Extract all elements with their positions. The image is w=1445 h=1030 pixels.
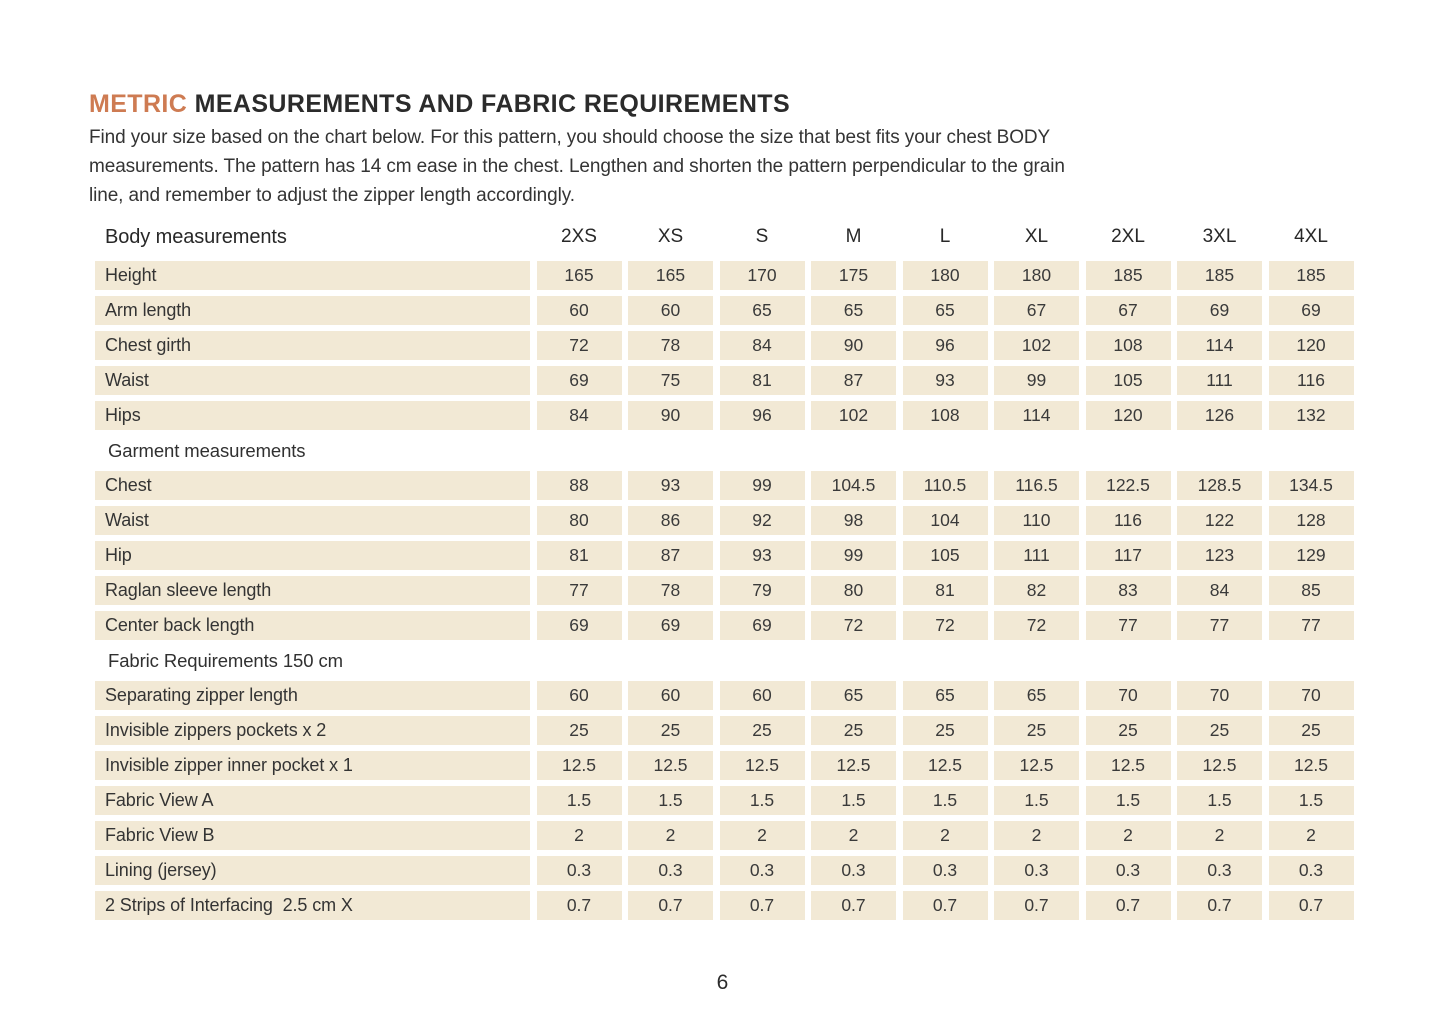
value-cell: 0.3 [1177,856,1262,885]
table-header-label: Body measurements [105,225,287,248]
value-cell: 70 [1269,681,1354,710]
value-cell: 180 [994,261,1079,290]
value-cell: 116 [1269,366,1354,395]
table-row [95,261,1354,290]
value-cell: 114 [1177,331,1262,360]
value-cell: 70 [1177,681,1262,710]
value-cell: 25 [720,716,805,745]
value-cell: 99 [811,541,896,570]
table-row [95,786,1354,815]
table-row [95,331,1354,360]
value-cell: 104.5 [811,471,896,500]
value-cell: 82 [994,576,1079,605]
value-cell: 1.5 [811,786,896,815]
value-cell: 65 [720,296,805,325]
value-cell: 122.5 [1086,471,1171,500]
value-cell: 105 [1086,366,1171,395]
title-main: MEASUREMENTS AND FABRIC REQUIREMENTS [194,90,791,118]
value-cell: 65 [811,296,896,325]
table-row [95,576,1354,605]
value-cell: 114 [994,401,1079,430]
row-label: Chest girth [95,331,530,360]
value-cell: 120 [1086,401,1171,430]
table-row [95,611,1354,640]
value-cell: 87 [628,541,713,570]
value-cell: 0.7 [1177,891,1262,920]
value-cell: 111 [994,541,1079,570]
value-cell: 0.7 [994,891,1079,920]
value-cell: 75 [628,366,713,395]
size-column-header: 4XL [1294,226,1328,247]
value-cell: 69 [720,611,805,640]
value-cell: 0.7 [628,891,713,920]
section-header: Fabric Requirements 150 cm [108,650,343,671]
intro-paragraph [89,123,1065,210]
section-header: Garment measurements [108,440,306,461]
value-cell: 25 [903,716,988,745]
value-cell: 116.5 [994,471,1079,500]
value-cell: 2 [811,821,896,850]
value-cell: 87 [811,366,896,395]
value-cell: 185 [1177,261,1262,290]
value-cell: 60 [537,296,622,325]
value-cell: 122 [1177,506,1262,535]
page-title [89,90,790,119]
value-cell: 108 [903,401,988,430]
size-column-header: XS [657,226,684,247]
table-header-row [95,219,1354,255]
value-cell: 170 [720,261,805,290]
value-cell: 2 [537,821,622,850]
value-cell: 2 [1269,821,1354,850]
value-cell: 81 [903,576,988,605]
value-cell: 2 [628,821,713,850]
size-column-header: XL [1024,226,1049,247]
size-column-header: M [845,226,862,247]
row-label: Arm length [95,296,530,325]
value-cell: 88 [537,471,622,500]
value-cell: 85 [1269,576,1354,605]
value-cell: 180 [903,261,988,290]
table-row [95,401,1354,430]
row-label: Center back length [95,611,530,640]
value-cell: 12.5 [1269,751,1354,780]
value-cell: 86 [628,506,713,535]
table-row [95,506,1354,535]
value-cell: 0.3 [720,856,805,885]
value-cell: 84 [1177,576,1262,605]
row-label: Waist [95,366,530,395]
table-row [95,471,1354,500]
value-cell: 60 [628,296,713,325]
row-label: Height [95,261,530,290]
value-cell: 96 [903,331,988,360]
value-cell: 165 [537,261,622,290]
value-cell: 65 [903,296,988,325]
row-label: Separating zipper length [95,681,530,710]
value-cell: 185 [1086,261,1171,290]
value-cell: 1.5 [1086,786,1171,815]
value-cell: 0.3 [903,856,988,885]
value-cell: 12.5 [720,751,805,780]
value-cell: 70 [1086,681,1171,710]
value-cell: 65 [903,681,988,710]
row-label: 2 Strips of Interfacing 2.5 cm X [95,891,530,920]
value-cell: 0.3 [1269,856,1354,885]
value-cell: 25 [994,716,1079,745]
value-cell: 132 [1269,401,1354,430]
value-cell: 96 [720,401,805,430]
value-cell: 72 [811,611,896,640]
intro-line: line, and remember to adjust the zipper length accordingly. [89,185,575,206]
value-cell: 93 [903,366,988,395]
value-cell: 90 [628,401,713,430]
value-cell: 126 [1177,401,1262,430]
value-cell: 0.7 [1269,891,1354,920]
size-column-header: L [939,226,951,247]
value-cell: 1.5 [903,786,988,815]
value-cell: 1.5 [1177,786,1262,815]
value-cell: 0.3 [628,856,713,885]
value-cell: 98 [811,506,896,535]
value-cell: 77 [1177,611,1262,640]
value-cell: 72 [903,611,988,640]
value-cell: 12.5 [811,751,896,780]
value-cell: 77 [1086,611,1171,640]
value-cell: 2 [903,821,988,850]
value-cell: 80 [811,576,896,605]
table-row [95,296,1354,325]
value-cell: 67 [1086,296,1171,325]
row-label: Raglan sleeve length [95,576,530,605]
table-row [95,751,1354,780]
table-row [95,716,1354,745]
value-cell: 104 [903,506,988,535]
value-cell: 84 [537,401,622,430]
value-cell: 72 [994,611,1079,640]
row-label: Invisible zippers pockets x 2 [95,716,530,745]
value-cell: 77 [537,576,622,605]
value-cell: 93 [628,471,713,500]
value-cell: 83 [1086,576,1171,605]
value-cell: 81 [537,541,622,570]
row-label: Lining (jersey) [95,856,530,885]
value-cell: 117 [1086,541,1171,570]
value-cell: 12.5 [628,751,713,780]
value-cell: 1.5 [994,786,1079,815]
value-cell: 92 [720,506,805,535]
value-cell: 25 [811,716,896,745]
value-cell: 2 [1177,821,1262,850]
value-cell: 128.5 [1177,471,1262,500]
size-column-header: 3XL [1202,226,1237,247]
value-cell: 1.5 [628,786,713,815]
value-cell: 90 [811,331,896,360]
value-cell: 79 [720,576,805,605]
value-cell: 25 [537,716,622,745]
value-cell: 25 [1086,716,1171,745]
row-label: Invisible zipper inner pocket x 1 [95,751,530,780]
value-cell: 12.5 [994,751,1079,780]
intro-line: Find your size based on the chart below. For this pattern, you should choose the size that best fits your chest BODY [89,127,1051,148]
row-label: Fabric View A [95,786,530,815]
value-cell: 65 [811,681,896,710]
table-row [95,366,1354,395]
page-number: 6 [716,971,729,994]
value-cell: 110 [994,506,1079,535]
value-cell: 93 [720,541,805,570]
size-column-header: S [755,226,769,247]
value-cell: 0.3 [811,856,896,885]
value-cell: 0.7 [811,891,896,920]
table-row [95,541,1354,570]
value-cell: 65 [994,681,1079,710]
value-cell: 0.3 [994,856,1079,885]
value-cell: 25 [1177,716,1262,745]
value-cell: 105 [903,541,988,570]
table-row [95,856,1354,885]
intro-line: measurements. The pattern has 14 cm ease in the chest. Lengthen and shorten the pattern perpendicular to the grain [89,156,1065,177]
table-row [95,681,1354,710]
row-label: Waist [95,506,530,535]
value-cell: 2 [1086,821,1171,850]
value-cell: 77 [1269,611,1354,640]
value-cell: 60 [537,681,622,710]
size-column-header: 2XL [1111,226,1145,247]
value-cell: 128 [1269,506,1354,535]
value-cell: 60 [628,681,713,710]
value-cell: 12.5 [1086,751,1171,780]
value-cell: 165 [628,261,713,290]
value-cell: 108 [1086,331,1171,360]
value-cell: 25 [1269,716,1354,745]
value-cell: 69 [537,366,622,395]
table-row [95,891,1354,920]
title-highlight: METRIC [89,90,188,118]
value-cell: 0.3 [1086,856,1171,885]
size-column-header: 2XS [561,226,597,247]
value-cell: 1.5 [1269,786,1354,815]
value-cell: 1.5 [537,786,622,815]
value-cell: 67 [994,296,1079,325]
value-cell: 84 [720,331,805,360]
value-cell: 69 [537,611,622,640]
value-cell: 110.5 [903,471,988,500]
value-cell: 111 [1177,366,1262,395]
value-cell: 185 [1269,261,1354,290]
value-cell: 175 [811,261,896,290]
value-cell: 0.3 [537,856,622,885]
row-label: Hip [95,541,530,570]
value-cell: 123 [1177,541,1262,570]
value-cell: 78 [628,331,713,360]
value-cell: 12.5 [903,751,988,780]
value-cell: 69 [628,611,713,640]
value-cell: 102 [811,401,896,430]
value-cell: 99 [720,471,805,500]
value-cell: 99 [994,366,1079,395]
value-cell: 78 [628,576,713,605]
value-cell: 69 [1177,296,1262,325]
table-row [95,821,1354,850]
row-label: Fabric View B [95,821,530,850]
value-cell: 25 [628,716,713,745]
value-cell: 69 [1269,296,1354,325]
value-cell: 0.7 [1086,891,1171,920]
value-cell: 12.5 [537,751,622,780]
row-label: Chest [95,471,530,500]
value-cell: 134.5 [1269,471,1354,500]
value-cell: 102 [994,331,1079,360]
value-cell: 120 [1269,331,1354,360]
value-cell: 72 [537,331,622,360]
measurement-table [95,219,1354,926]
value-cell: 60 [720,681,805,710]
value-cell: 1.5 [720,786,805,815]
value-cell: 2 [994,821,1079,850]
value-cell: 81 [720,366,805,395]
value-cell: 116 [1086,506,1171,535]
value-cell: 80 [537,506,622,535]
value-cell: 0.7 [720,891,805,920]
value-cell: 0.7 [903,891,988,920]
row-label: Hips [95,401,530,430]
value-cell: 0.7 [537,891,622,920]
value-cell: 12.5 [1177,751,1262,780]
value-cell: 2 [720,821,805,850]
value-cell: 129 [1269,541,1354,570]
